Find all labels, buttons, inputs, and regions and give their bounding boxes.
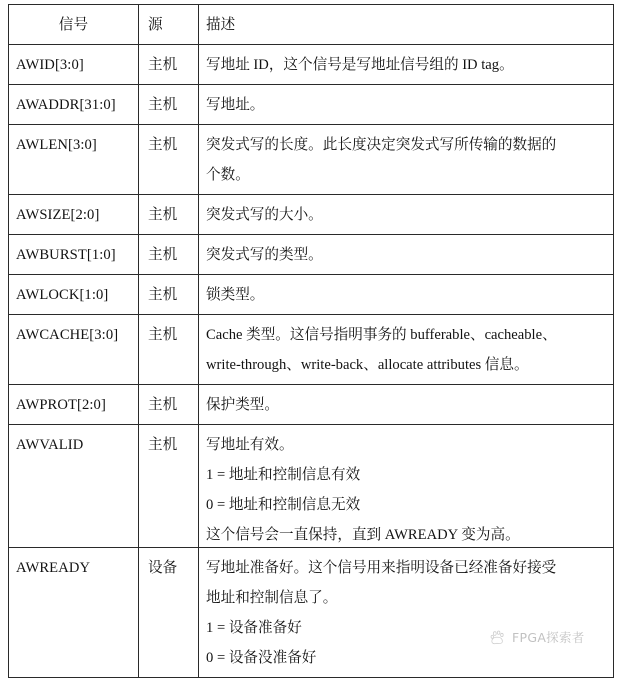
cell-signal-description [199, 275, 614, 315]
signal-description-text [199, 275, 613, 314]
cell-signal-source [139, 548, 199, 678]
cell-signal-source [139, 385, 199, 425]
signal-name-text: AWLOCK[1:0] [16, 287, 109, 303]
cell-signal-name [9, 548, 139, 678]
table-row [9, 275, 614, 315]
description-line: 0 = 设备没准备好 [206, 650, 317, 666]
signal-name-text: AWCACHE[3:0] [16, 327, 119, 343]
header-cell-signal [9, 5, 139, 45]
signal-source-text: 主机 [148, 287, 178, 303]
signal-name-text: AWID[3:0] [16, 57, 84, 73]
signal-description-text [199, 85, 613, 124]
table-row [9, 195, 614, 235]
signal-source-text: 主机 [148, 247, 178, 263]
cell-signal-source [139, 125, 199, 195]
table-row [9, 425, 614, 555]
header-label-signal: 信号 [58, 17, 89, 33]
cell-signal-name [9, 45, 139, 85]
signal-source-text: 主机 [148, 97, 178, 113]
signal-description-text [199, 235, 613, 274]
signal-description-text [199, 425, 613, 554]
cell-signal-name [9, 195, 139, 235]
header-cell-description [199, 5, 614, 45]
cell-signal-source [139, 45, 199, 85]
signal-source-text: 主机 [148, 437, 178, 453]
signal-source-text: 主机 [148, 207, 178, 223]
description-line: 地址和控制信息了。 [206, 590, 338, 606]
signal-name-text: AWSIZE[2:0] [16, 207, 100, 223]
watermark-text: FPGA探索者 [512, 630, 585, 645]
cell-signal-name [9, 425, 139, 555]
description-line: 写地址有效。 [206, 437, 294, 453]
signal-description-text [199, 195, 613, 234]
cell-signal-description [199, 195, 614, 235]
signal-name-text: AWBURST[1:0] [16, 247, 116, 263]
table-body [9, 5, 614, 555]
cell-signal-description [199, 125, 614, 195]
cell-signal-source [139, 315, 199, 385]
cell-signal-description [199, 45, 614, 85]
description-line: 突发式写的类型。 [206, 247, 323, 263]
signal-name-text: AWVALID [16, 437, 84, 453]
signal-description-text [199, 315, 613, 384]
signal-name-text: AWADDR[31:0] [16, 97, 116, 113]
cell-signal-description [199, 425, 614, 555]
cell-signal-name [9, 85, 139, 125]
cell-signal-source [139, 235, 199, 275]
table-row [9, 125, 614, 195]
description-line: 突发式写的长度。此长度决定突发式写所传输的数据的 [206, 137, 557, 153]
signal-description-text [199, 125, 613, 194]
cell-signal-description [199, 85, 614, 125]
signal-source-text: 主机 [148, 397, 178, 413]
cell-signal-source [139, 85, 199, 125]
signal-table-master [8, 4, 614, 555]
description-line: 锁类型。 [206, 287, 265, 303]
cell-signal-source [139, 275, 199, 315]
cell-signal-source [139, 195, 199, 235]
cell-signal-name [9, 125, 139, 195]
description-line: write-through、write-back、allocate attributes 信息。 [206, 357, 529, 373]
signal-description-text [199, 45, 613, 84]
header-cell-source [139, 5, 199, 45]
description-line: 这个信号会一直保持，直到 AWREADY 变为高。 [206, 527, 520, 543]
description-line: 写地址准备好。这个信号用来指明设备已经准备好接受 [206, 560, 557, 576]
table-row [9, 385, 614, 425]
description-line: Cache 类型。这信号指明事务的 bufferable、cacheable、 [206, 327, 557, 343]
cell-signal-description [199, 548, 614, 678]
description-line: 1 = 地址和控制信息有效 [206, 467, 361, 483]
table-header-row [9, 5, 614, 45]
signal-description-text [199, 385, 613, 424]
header-label-description: 描述 [206, 17, 236, 33]
cell-signal-description [199, 385, 614, 425]
signal-name-text: AWREADY [16, 560, 91, 576]
signal-name-text: AWPROT[2:0] [16, 397, 106, 413]
header-label-source: 源 [148, 17, 163, 33]
cell-signal-name [9, 385, 139, 425]
table-row [9, 45, 614, 85]
signal-source-text: 主机 [148, 57, 178, 73]
signal-source-text: 主机 [148, 137, 178, 153]
table-row [9, 548, 614, 678]
cell-signal-description [199, 235, 614, 275]
description-line: 突发式写的大小。 [206, 207, 323, 223]
table-row [9, 315, 614, 385]
description-line: 个数。 [206, 167, 250, 183]
signal-source-text: 设备 [148, 560, 178, 576]
cell-signal-name [9, 315, 139, 385]
signal-table-slave [8, 547, 614, 678]
description-line: 保护类型。 [206, 397, 279, 413]
cell-signal-name [9, 235, 139, 275]
description-line: 0 = 地址和控制信息无效 [206, 497, 361, 513]
description-line: 写地址。 [206, 97, 265, 113]
description-line: 1 = 设备准备好 [206, 620, 302, 636]
table-row [9, 235, 614, 275]
table-body [9, 548, 614, 678]
signal-name-text: AWLEN[3:0] [16, 137, 97, 153]
table-row [9, 85, 614, 125]
cell-signal-description [199, 315, 614, 385]
signal-source-text: 主机 [148, 327, 178, 343]
cell-signal-source [139, 425, 199, 555]
cell-signal-name [9, 275, 139, 315]
description-line: 写地址 ID，这个信号是写地址信号组的 ID tag。 [206, 57, 514, 73]
signal-description-text [199, 548, 613, 677]
